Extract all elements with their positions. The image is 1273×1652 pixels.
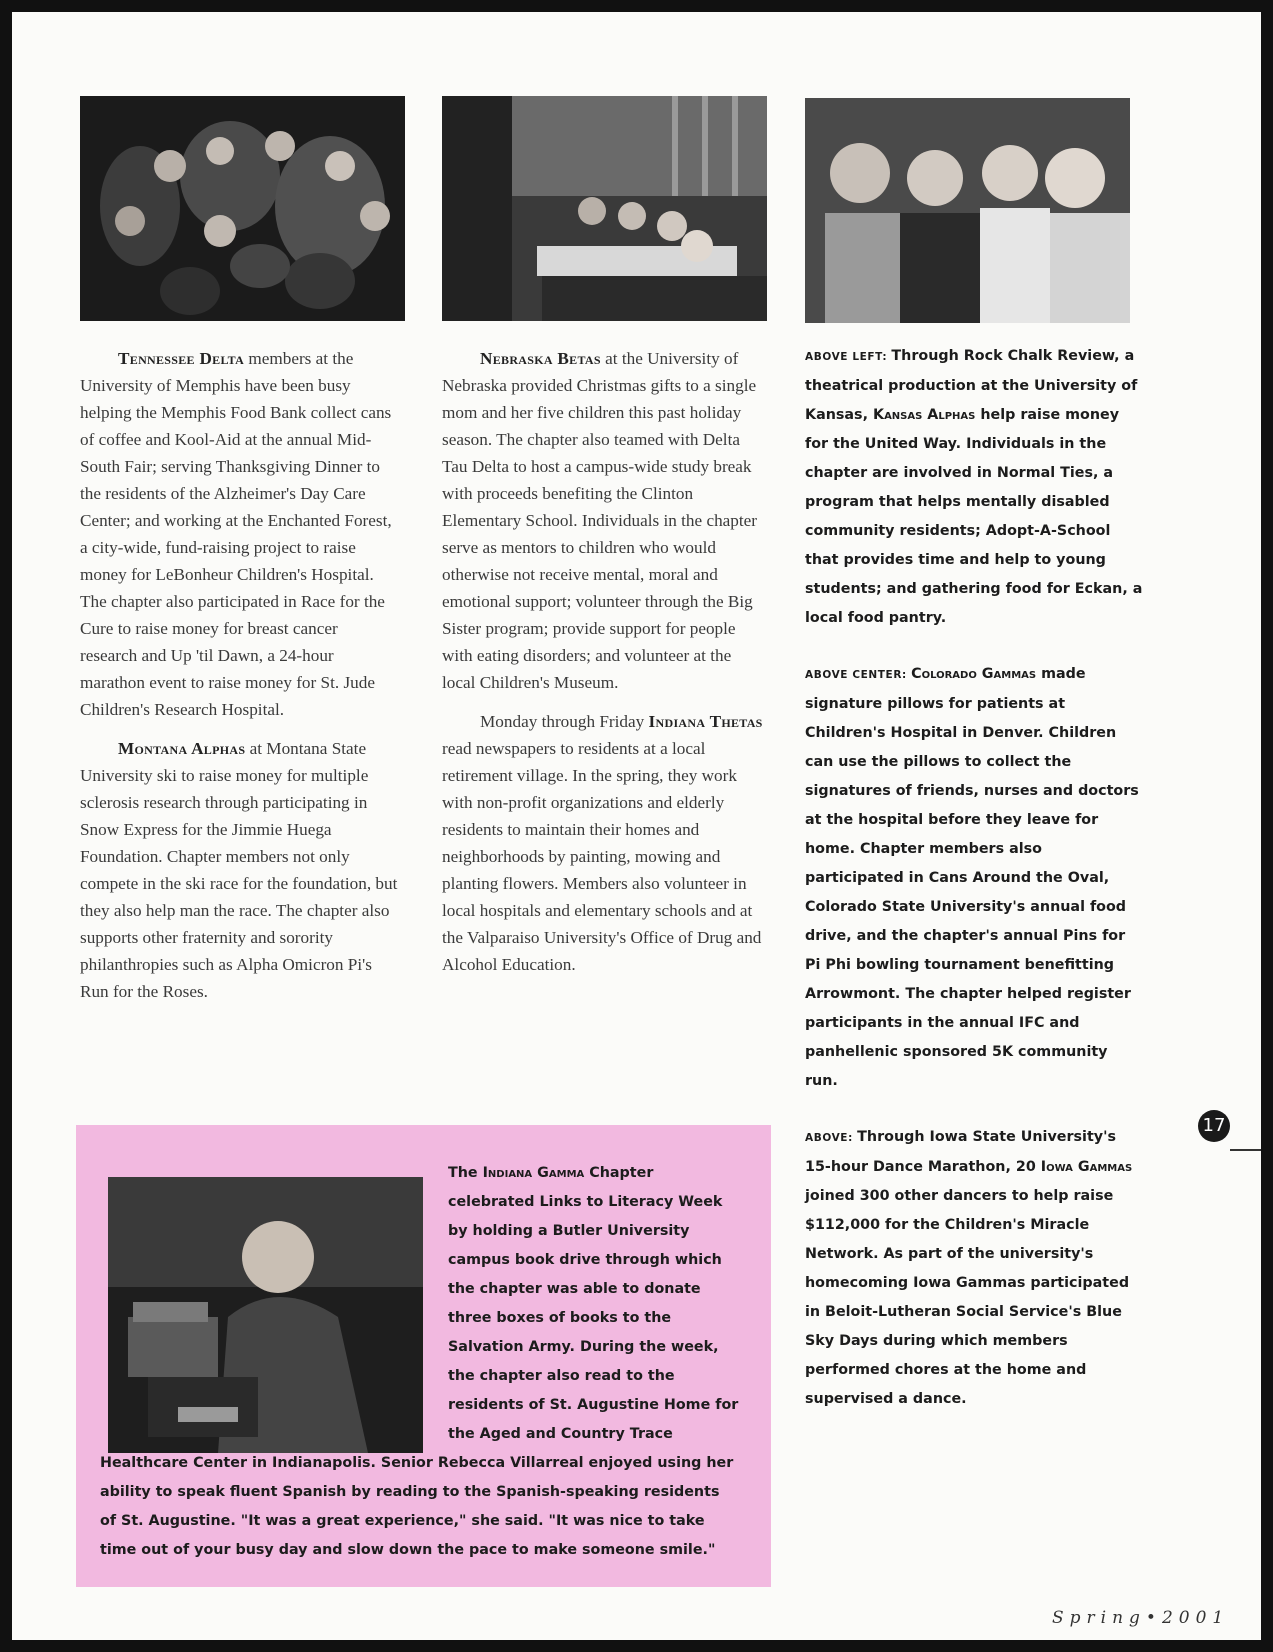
photo-group-pumpkins xyxy=(80,96,405,321)
paragraph-nebraska-betas: Nebraska Betas at the University of Nebraska provided Christmas gifts to a single mom and her five children this past holiday season. The chapter also teamed with Delta Tau Delta to host a campus-wide study break with proceeds benefiting the Clinton Elementary School. Individuals in the chapter serve as mentors to children who would otherwise not receive mental, moral and emotional support; volunteer through the Big Sister program; provide support for people with eating disorders; and volunteer at the local Children's Museum. xyxy=(442,349,758,692)
captions-right xyxy=(805,342,1145,1441)
photo-four-women xyxy=(805,98,1130,323)
caption-above: ABOVE: Through Iowa State University's 15-hour Dance Marathon, 20 Iowa Gammas joined 300 other dancers to help raise $112,000 for the Children's Miracle Network. As part of the university's homecoming Iowa Gammas participated in Beloit-Lutheran Social Service's Blue Sky Days during which members performed chores at the home and supervised a dance. xyxy=(805,1129,1133,1407)
magazine-page xyxy=(12,12,1261,1640)
paragraph-tennessee-delta: Tennessee Delta members at the University of Memphis have been busy helping the Memphis Food Bank collect cans of coffee and Kool-Aid at the annual Mid-South Fair; serving Thanksgiving Dinner to the residents of the Alzheimer's Day Care Center; and working at the Enchanted Forest, a city-wide, fund-raising project to raise money for LeBonheur Children's Hospital. The chapter also participated in Race for the Cure to raise money for breast cancer research and Up 'til Dawn, a 24-hour marathon event to raise money for St. Jude Children's Research Hospital. xyxy=(80,349,392,719)
column-left xyxy=(80,345,398,1017)
paragraph-montana-alphas: Montana Alphas at Montana State University ski to raise money for multiple sclerosis research through participating in Snow Express for the Jimmie Huega Foundation. Chapter members not only compete in the ski race for the foundation, but they also help man the race. The chapter also supports other fraternity and sorority philanthropies such as Alpha Omicron Pi's Run for the Roses. xyxy=(80,739,398,1001)
photo-above-center xyxy=(442,96,767,321)
feature-box-indiana-gamma xyxy=(76,1125,771,1587)
photo-group-pillows xyxy=(442,96,767,321)
paragraph-indiana-thetas: Monday through Friday Indiana Thetas read newspapers to residents at a local retirement village. In the spring, they work with non-profit organizations and elderly residents to maintain their homes and neighborhoods by painting, mowing and planting flowers. Members also volunteer in local hospitals and elementary schools and at the Valparaiso University's Office of Drug and Alcohol Education. xyxy=(442,712,763,974)
caption-above-left: ABOVE LEFT: Through Rock Chalk Review, a theatrical production at the University of Kansas, Kansas Alphas help raise money for the United Way. Individuals in the chapter are involved in Normal Ties, a program that helps mentally disabled community residents; Adopt-A-School that provides time and help to young students; and gathering food for Eckan, a local food pantry. xyxy=(805,348,1143,626)
caption-above-center: ABOVE CENTER: Colorado Gammas made signature pillows for patients at Children's Hospital in Denver. Children can use the pillows to collect the signatures of friends, nurses and doctors at the hospital before they leave for home. Chapter members also participated in Cans Around the Oval, Colorado State University's annual food drive, and the chapter's annual Pins for Pi Phi bowling tournament benefitting Arrowmont. The chapter helped register participants in the annual IFC and panhellenic sponsored 5K community run. xyxy=(805,666,1139,1089)
column-middle xyxy=(442,345,764,990)
page-number: 17 xyxy=(1198,1110,1230,1142)
margin-rule xyxy=(1230,1149,1261,1151)
issue-footer: Spring•2001 xyxy=(1052,1608,1230,1628)
feature-box-text: The Indiana Gamma Chapter celebrated Links to Literacy Week by holding a Butler University campus book drive through which the chapter was able to donate three boxes of books to the Salvation Army. During the week, the chapter also read to the residents of St. Augustine Home for the Aged and Country Trace Healthcare Center in Indianapolis. Senior Rebecca Villarreal enjoyed using her ability to speak fluent Spanish by reading to the Spanish-speaking residents of St. Augustine. "It was a great experience," she said. "It was nice to take time out of your busy day and slow down the pace to make someone smile." xyxy=(100,1165,739,1558)
photo-above-right xyxy=(805,98,1130,323)
photo-above-left xyxy=(80,96,405,321)
